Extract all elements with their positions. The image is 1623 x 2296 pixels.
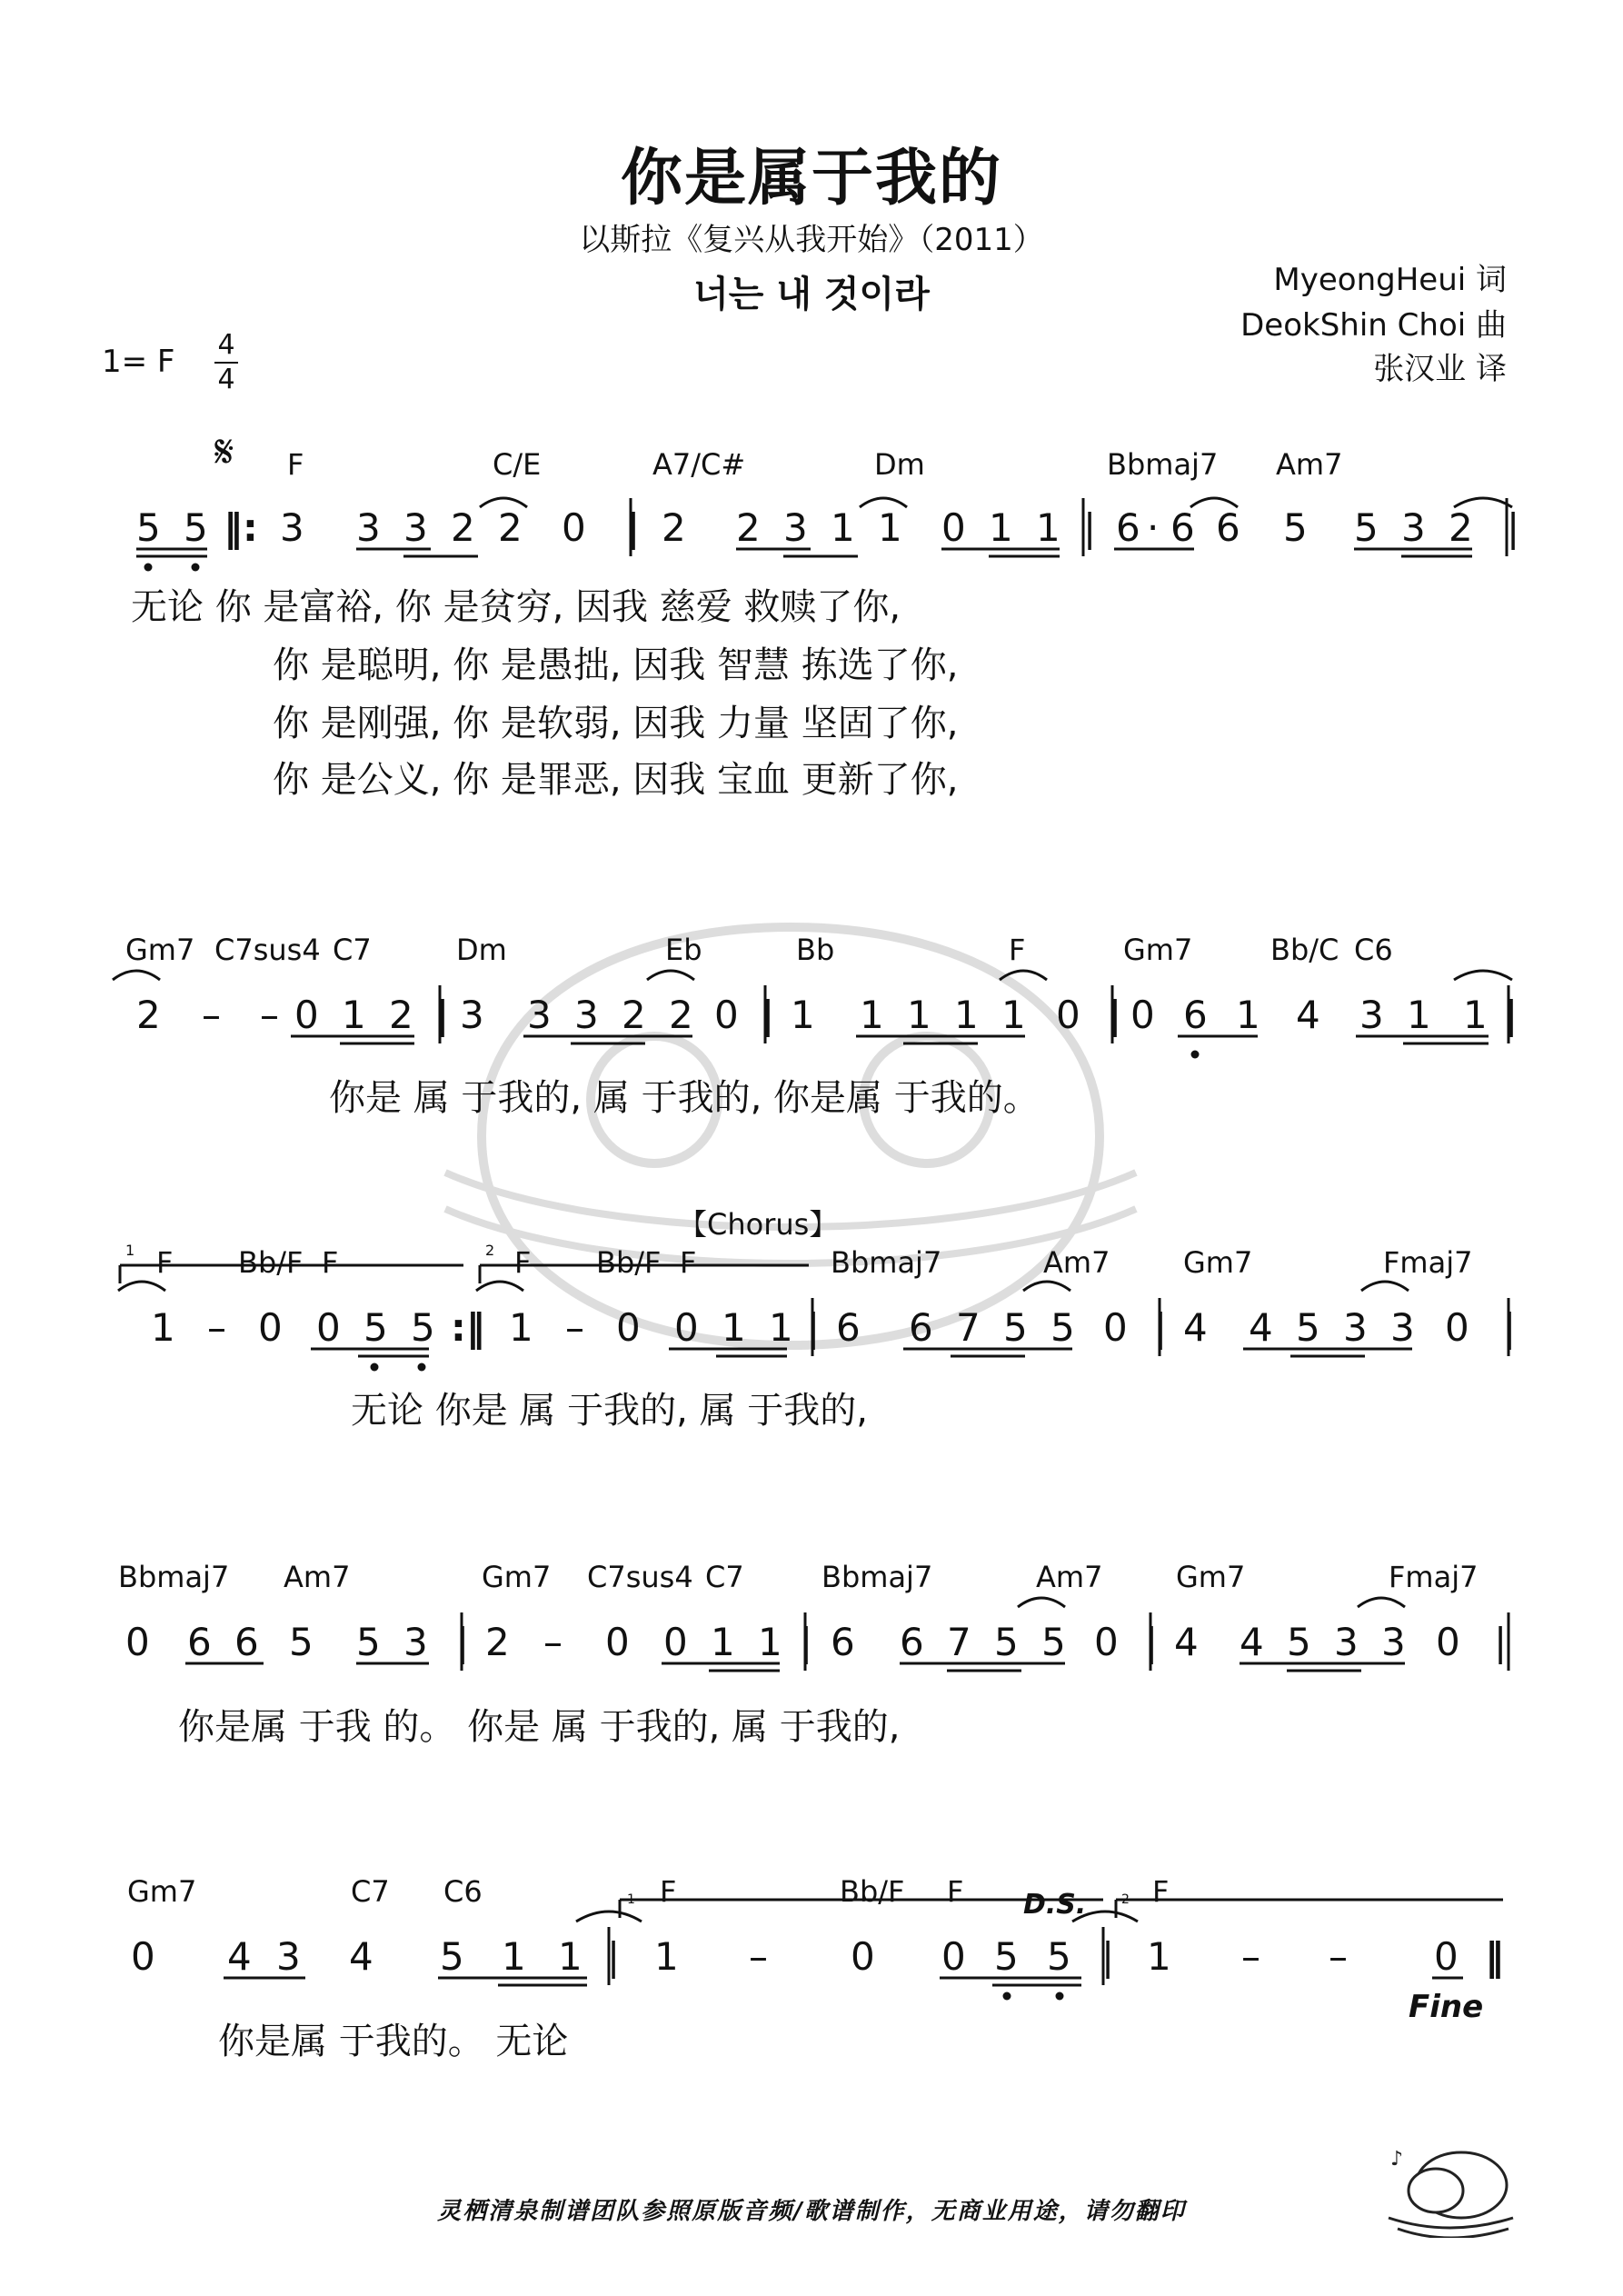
chord-symbol: C7: [705, 1560, 744, 1594]
chord-symbol: Bb/F: [238, 1245, 304, 1280]
lyric-line: 无论 你 是富裕, 你 是贫穷, 因我 慈爱 救赎了你,: [131, 586, 901, 628]
chord-symbol: C7sus4: [214, 933, 321, 967]
chord-symbol: F: [1009, 933, 1026, 967]
chord-symbol: Gm7: [1123, 933, 1193, 967]
lyric-line: 你 是聪明, 你 是愚拙, 因我 智慧 拣选了你,: [273, 644, 959, 686]
chord-symbol: Bbmaj7: [118, 1560, 230, 1594]
chord-symbol: Bbmaj7: [831, 1245, 942, 1280]
chord-symbol: Bbmaj7: [1107, 447, 1219, 482]
chord-symbol: F: [947, 1874, 964, 1909]
chord-symbol: C6: [443, 1874, 483, 1909]
time-signature-top: 4: [217, 329, 235, 361]
chord-symbol: F: [680, 1245, 697, 1280]
lyric-line: 你是属 于我的。 无论: [218, 2021, 569, 2062]
svg-text:♪: ♪: [1390, 2148, 1404, 2171]
translator-credit: 张汉业 译: [1373, 351, 1507, 387]
chord-symbol: Dm: [456, 933, 507, 967]
composer-credit: DeokShin Choi 曲: [1240, 307, 1507, 344]
song-subtitle: 以斯拉《复兴从我开始》（2011）: [579, 222, 1044, 258]
chord-symbol: Gm7: [127, 1874, 197, 1909]
chord-symbol: C7: [333, 933, 372, 967]
chord-symbol: Fmaj7: [1389, 1560, 1479, 1594]
segno-sign: 𝄋: [214, 425, 234, 478]
chord-symbol: F: [322, 1245, 339, 1280]
chord-symbol: A7/C#: [652, 447, 746, 482]
chord-symbol: Bb: [796, 933, 835, 967]
chord-symbol: Gm7: [482, 1560, 552, 1594]
chord-symbol: Gm7: [1176, 1560, 1246, 1594]
chord-symbol: Bb/F: [596, 1245, 662, 1280]
chord-symbol: Bbmaj7: [821, 1560, 933, 1594]
chord-symbol: C6: [1354, 933, 1393, 967]
lyric-line: 你是 属 于我的, 属 于我的, 你是属 于我的。: [329, 1077, 1040, 1119]
publisher-logo: [1381, 2138, 1518, 2238]
chord-symbol: F: [156, 1245, 174, 1280]
chord-symbol: C7sus4: [587, 1560, 693, 1594]
chord-symbol: Dm: [874, 447, 925, 482]
ds-marking: D.S.: [1023, 1889, 1087, 1921]
volta-1-marker: 1: [627, 1892, 635, 1907]
chord-symbol: Gm7: [1183, 1245, 1253, 1280]
lyric-line: 你 是刚强, 你 是软弱, 因我 力量 坚固了你,: [273, 703, 959, 744]
key-signature: 1= F: [102, 344, 175, 380]
volta-1-marker: 1: [125, 1242, 135, 1259]
footer-credit: 灵栖清泉制谱团队参照原版音频/歌谱制作，无商业用途，请勿翻印: [437, 2198, 1186, 2225]
chord-symbol: C7: [351, 1874, 390, 1909]
fine-marking: Fine: [1409, 1989, 1484, 2025]
chord-symbol: Gm7: [125, 933, 195, 967]
volta-2-marker: 2: [485, 1242, 495, 1259]
volta-2-marker: 2: [1121, 1892, 1130, 1907]
chord-symbol: Bb/F: [840, 1874, 905, 1909]
chord-symbol: Am7: [284, 1560, 351, 1594]
chord-symbol: Fmaj7: [1383, 1245, 1473, 1280]
chord-symbol: F: [660, 1874, 677, 1909]
time-signature-bottom: 4: [217, 364, 235, 395]
song-title: 你是属于我的: [620, 143, 1002, 215]
chord-symbol: Am7: [1036, 1560, 1103, 1594]
chord-symbol: F: [514, 1245, 532, 1280]
lyricist-credit: MyeongHeui 词: [1273, 262, 1507, 298]
lyric-line: 无论 你是 属 于我的, 属 于我的,: [351, 1390, 869, 1432]
chord-symbol: Am7: [1276, 447, 1343, 482]
chord-symbol: Eb: [665, 933, 702, 967]
chord-symbol: Bb/C: [1270, 933, 1339, 967]
lyric-line: 你是属 于我 的。 你是 属 于我的, 属 于我的,: [178, 1706, 901, 1748]
korean-title: 너는 내 것이라: [693, 274, 930, 315]
chord-symbol: Am7: [1043, 1245, 1110, 1280]
chord-symbol: F: [287, 447, 304, 482]
lyric-line: 你 是公义, 你 是罪恶, 因我 宝血 更新了你,: [273, 759, 959, 801]
chord-symbol: F: [1152, 1874, 1170, 1909]
chorus-label: 【Chorus】: [678, 1207, 839, 1242]
chord-symbol: C/E: [493, 447, 542, 482]
